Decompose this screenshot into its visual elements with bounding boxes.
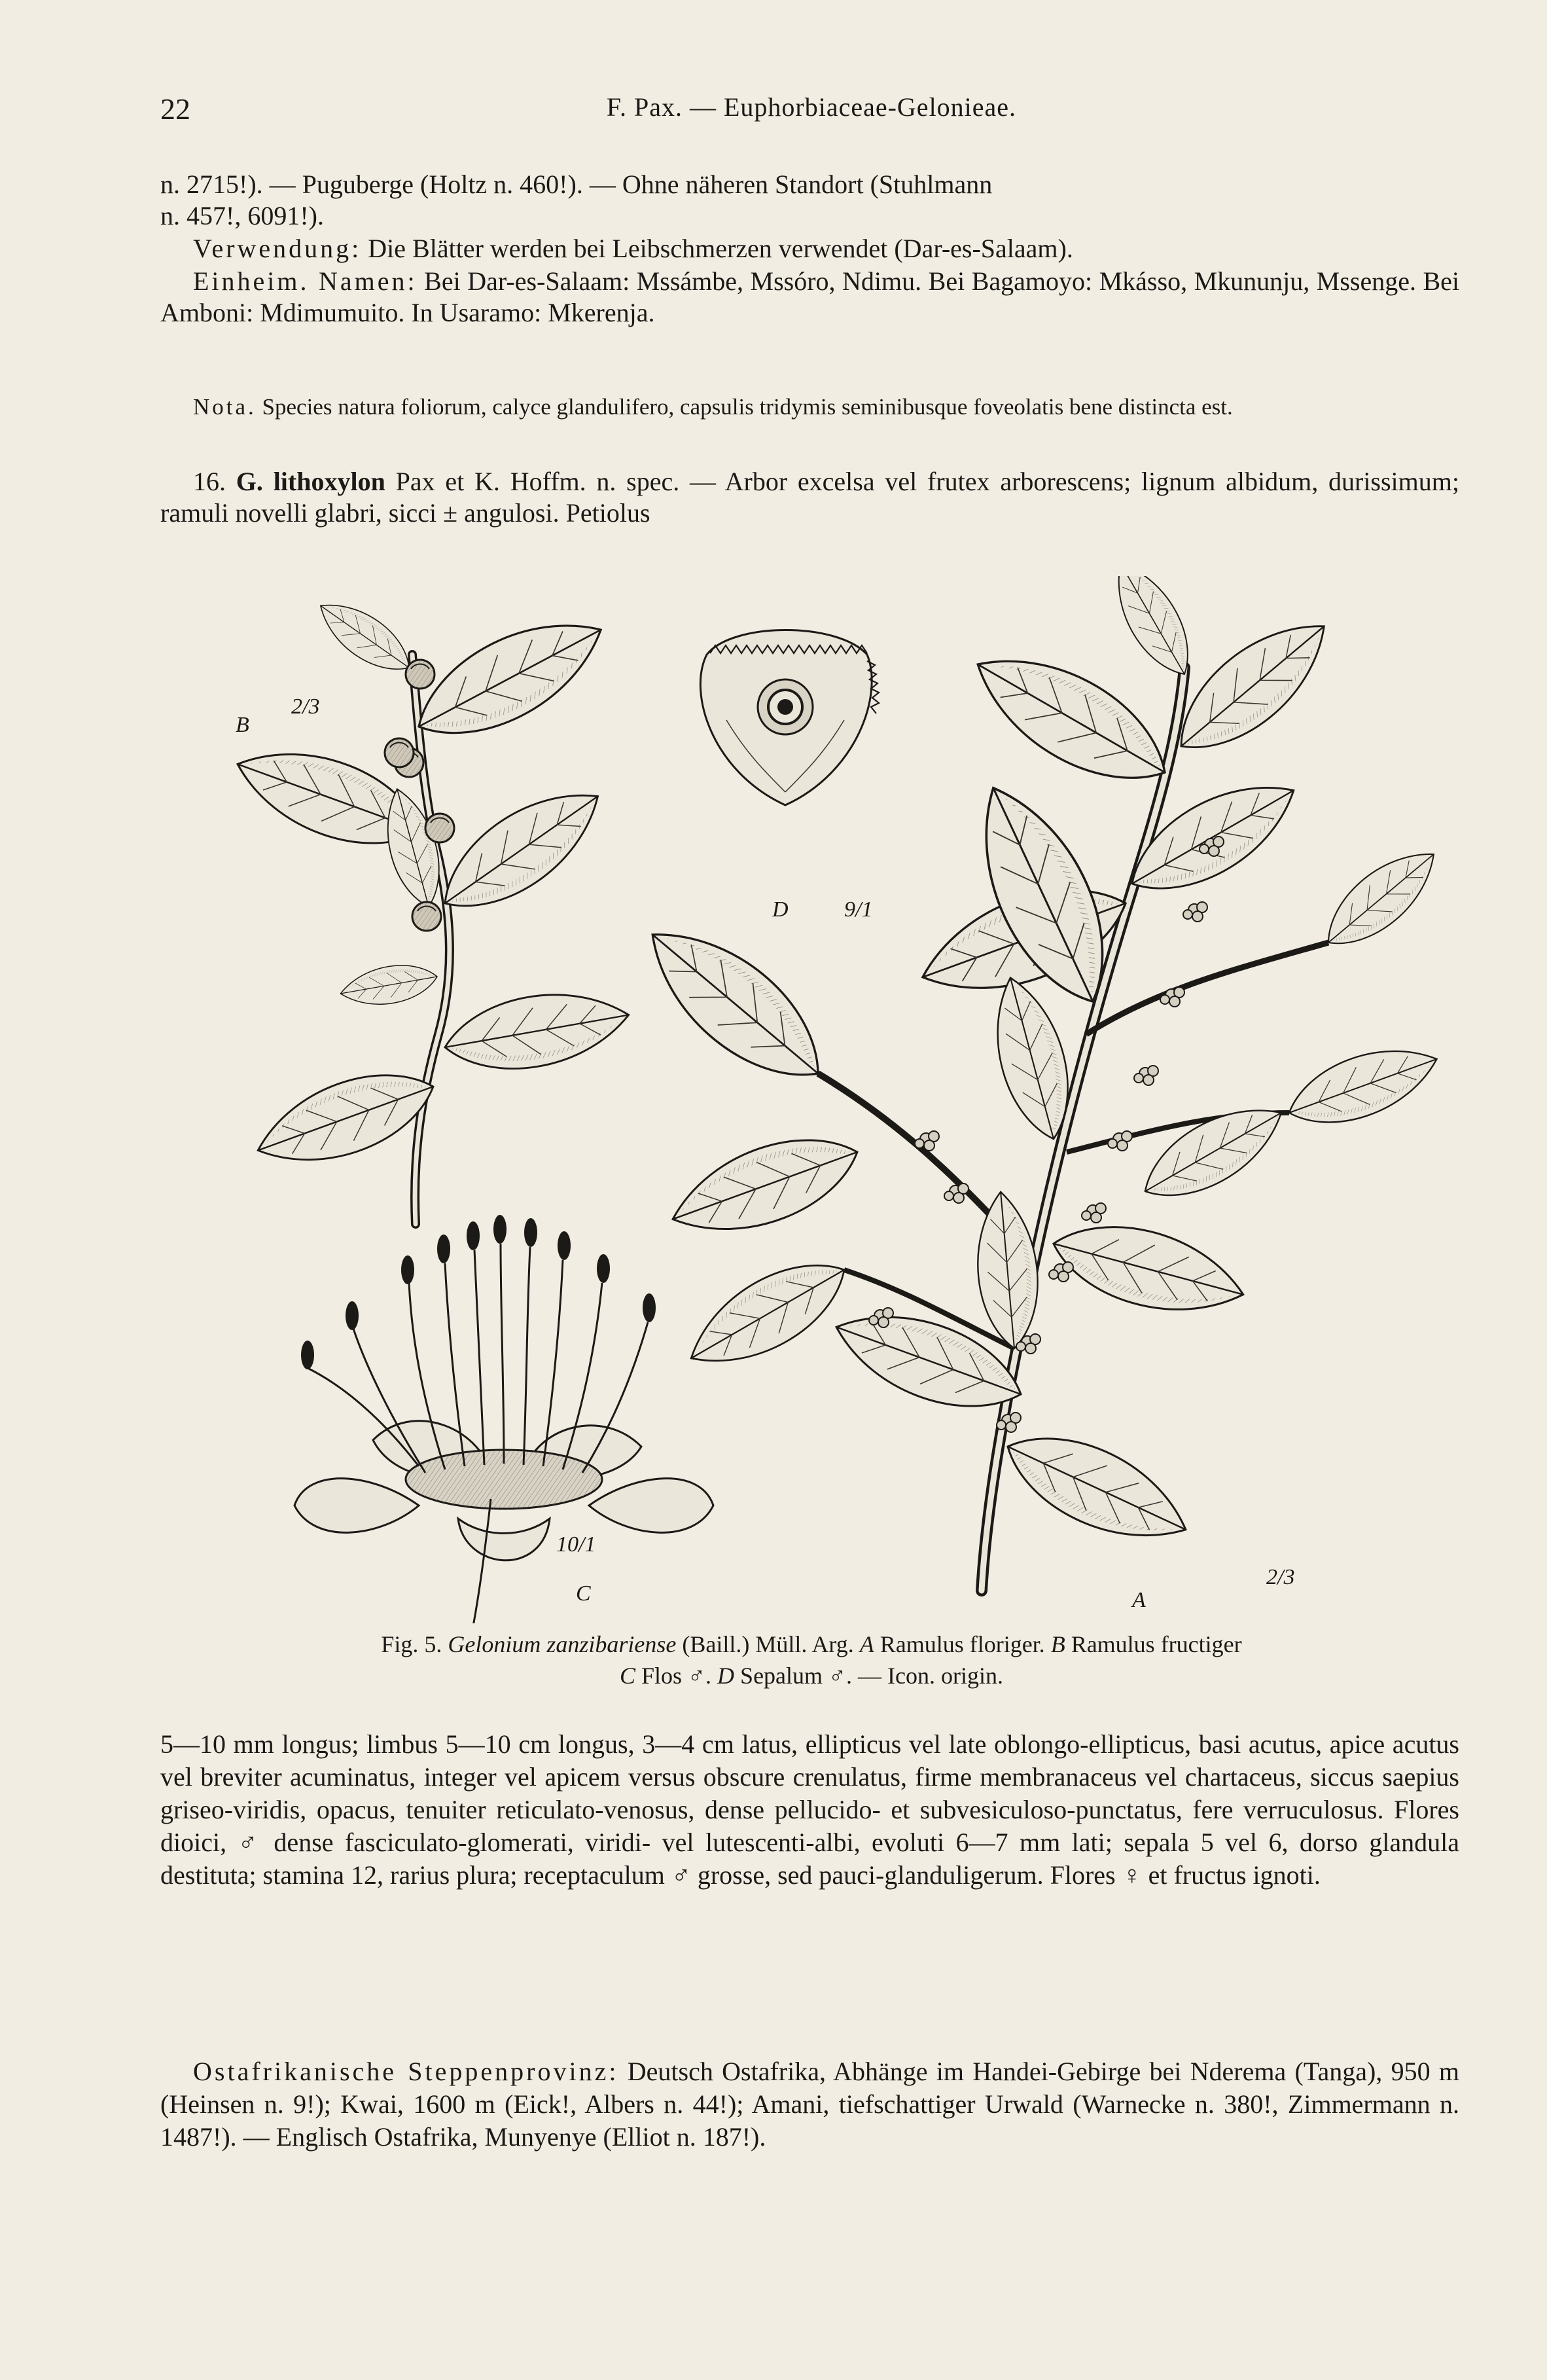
page-number: 22: [160, 92, 190, 126]
distribution-label: Ostafrikanische Steppenprovinz:: [193, 2057, 619, 2086]
caption-fig-number: Fig. 5.: [381, 1631, 442, 1657]
caption-b-text: Ramulus fructiger: [1071, 1631, 1242, 1657]
species-genus: G.: [236, 467, 263, 496]
caption-line-2: [160, 1660, 1463, 1691]
page-header: [160, 92, 1463, 131]
species-epithet: lithoxylon: [273, 467, 385, 496]
figure-illustration: [164, 576, 1472, 1623]
scale-c: 10/1: [556, 1532, 596, 1557]
caption-b-letter: B: [1050, 1631, 1065, 1657]
species-paragraph: [160, 466, 1459, 529]
panel-c-male-flower: [294, 1215, 713, 1623]
intro-line-2: n. 457!, 6091!).: [160, 201, 324, 230]
label-a: A: [1132, 1588, 1146, 1612]
panel-d-sepal: [700, 630, 879, 922]
caption-taxon: Gelonium zanzibariense: [448, 1631, 677, 1657]
use-paragraph: [160, 233, 1459, 264]
caption-d-letter: D: [717, 1663, 735, 1689]
species-text-start: — Arbor excelsa vel frutex arborescens; lignum albidum, durissimum; ramuli novelli glabri, sicci ± angulosi. Petiolus: [160, 467, 1460, 528]
figure-caption: [160, 1629, 1463, 1691]
use-text: Die Blätter werden bei Leibschmerzen verwendet (Dar-es-Salaam).: [368, 234, 1073, 263]
botanical-figure: [164, 576, 1472, 1623]
panel-b-fruiting-branch: [225, 589, 635, 1224]
nota-label: Nota.: [193, 394, 257, 420]
caption-c-letter: C: [619, 1663, 635, 1689]
scale-a: 2/3: [1266, 1565, 1295, 1589]
running-title: F. Pax. — Euphorbiaceae-Gelonieae.: [606, 92, 1017, 122]
caption-d-text: Sepalum ♂. — Icon. origin.: [740, 1663, 1003, 1689]
native-names-label: Einheim. Namen:: [193, 266, 418, 296]
label-d: D: [772, 897, 789, 922]
caption-a-text: Ramulus floriger.: [880, 1631, 1045, 1657]
native-names-paragraph: [160, 266, 1459, 329]
scale-d: 9/1: [844, 897, 873, 922]
label-b: B: [236, 713, 249, 737]
caption-line-1: [160, 1629, 1463, 1660]
scale-b: 2/3: [291, 694, 320, 719]
caption-taxon-authority: (Baill.) Müll. Arg.: [682, 1631, 854, 1657]
species-authority: Pax et K. Hoffm. n. spec.: [395, 467, 680, 496]
nota-text: Species natura foliorum, calyce glandulifero, capsulis tridymis seminibusque foveolatis bene distincta est.: [262, 394, 1233, 420]
description-paragraph: 5—10 mm longus; limbus 5—10 cm longus, 3—4 cm latus, ellipticus vel late oblongo-ellipticus, basi acutus, apice acutus vel breviter acuminatus, integer vel apicem versus obscure crenulatus, firme membranaceus vel chartaceus, siccus saepius griseo-viridis, opacus, tenuiter reticulato-venosus, dense pellucido- et subvesiculoso-punctatus, fere verruculosus. Flores dioici, ♂ dense fasciculato-glomerati, viridi- vel lutescenti-albi, evoluti 6—7 mm lati; sepala 5 vel 6, dorso glandula destituta; stamina 12, rarius plura; receptaculum ♂ grosse, sed pauci-glanduligerum. Flores ♀ et fructus ignoti.: [160, 1729, 1459, 1890]
distribution-paragraph: [160, 2055, 1459, 2154]
label-c: C: [576, 1581, 591, 1606]
caption-a-letter: A: [859, 1631, 874, 1657]
native-names-text: Bei Dar-es-Salaam: Mssámbe, Mssóro, Ndimu. Bei Bagamoyo: Mkásso, Mkununju, Mssenge. Bei Amboni: Mdimumuito. In Usaramo: Mkerenja.: [160, 266, 1460, 327]
use-label: Verwendung:: [193, 234, 362, 263]
caption-c-text: Flos ♂.: [641, 1663, 712, 1689]
distribution-text: Deutsch Ostafrika, Abhänge im Handei-Gebirge bei Nderema (Tanga), 950 m (Heinsen n. 9!); Kwai, 1600 m (Eick!, Albers n. 44!); Amani, tiefschattiger Urwald (Warnecke n. 380!, Zimmermann n. 1487!). — Englisch Ostafrika, Munyenye (Elliot n. 187!).: [160, 2057, 1460, 2152]
intro-line-1: n. 2715!). — Puguberge (Holtz n. 460!). — Ohne näheren Standort (Stuhlmann: [160, 170, 993, 199]
nota-paragraph: [160, 393, 1459, 422]
species-number: 16.: [193, 467, 226, 496]
